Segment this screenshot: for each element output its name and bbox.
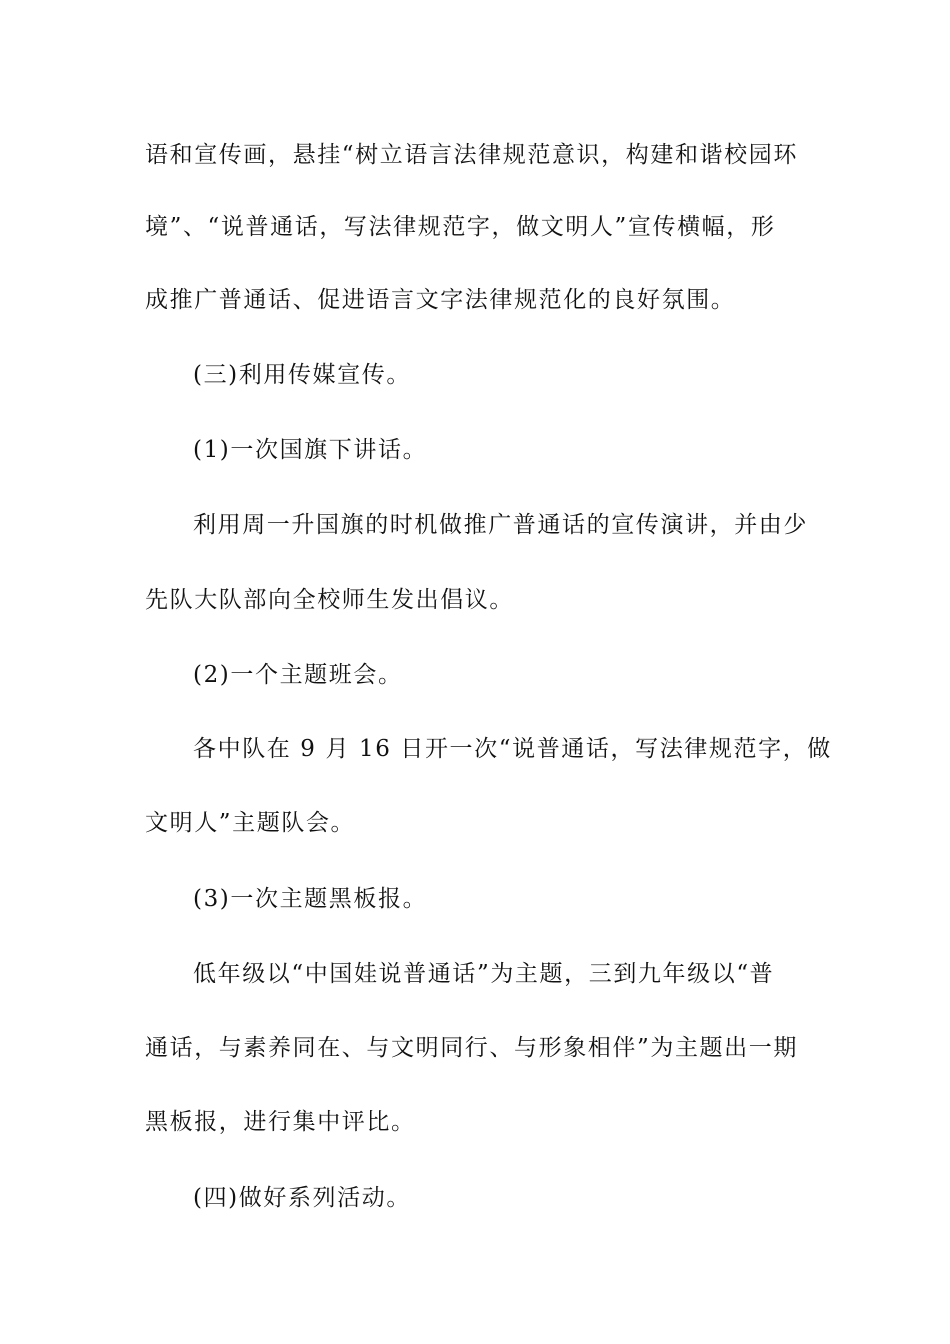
paragraph-line: 成推广普通话、促进语言文字法律规范化的良好氛围。 xyxy=(145,287,736,313)
paragraph-line: 利用周一升国旗的时机做推广普通话的宣传演讲，并由少 xyxy=(193,512,808,538)
subsection-heading: (1)一次国旗下讲话。 xyxy=(193,437,428,463)
paragraph-line: 语和宣传画，悬挂“树立语言法律规范意识，构建和谐校园环 xyxy=(145,142,798,168)
paragraph-line: 黑板报，进行集中评比。 xyxy=(145,1109,416,1135)
paragraph-line: 文明人”主题队会。 xyxy=(145,810,356,836)
paragraph-line: 境”、“说普通话，写法律规范字，做文明人”宣传横幅，形 xyxy=(145,214,776,240)
paragraph-line: 各中队在 9 月 16 日开一次“说普通话，写法律规范字，做 xyxy=(193,736,832,762)
subsection-heading: (3)一次主题黑板报。 xyxy=(193,886,428,912)
paragraph-line: 通话，与素养同在、与文明同行、与形象相伴”为主题出一期 xyxy=(145,1035,798,1061)
section-heading: (四)做好系列活动。 xyxy=(193,1185,411,1211)
subsection-heading: (2)一个主题班会。 xyxy=(193,662,403,688)
section-heading: (三)利用传媒宣传。 xyxy=(193,362,411,388)
paragraph-line: 低年级以“中国娃说普通话”为主题，三到九年级以“普 xyxy=(193,961,775,987)
paragraph-line: 先队大队部向全校师生发出倡议。 xyxy=(145,587,514,613)
